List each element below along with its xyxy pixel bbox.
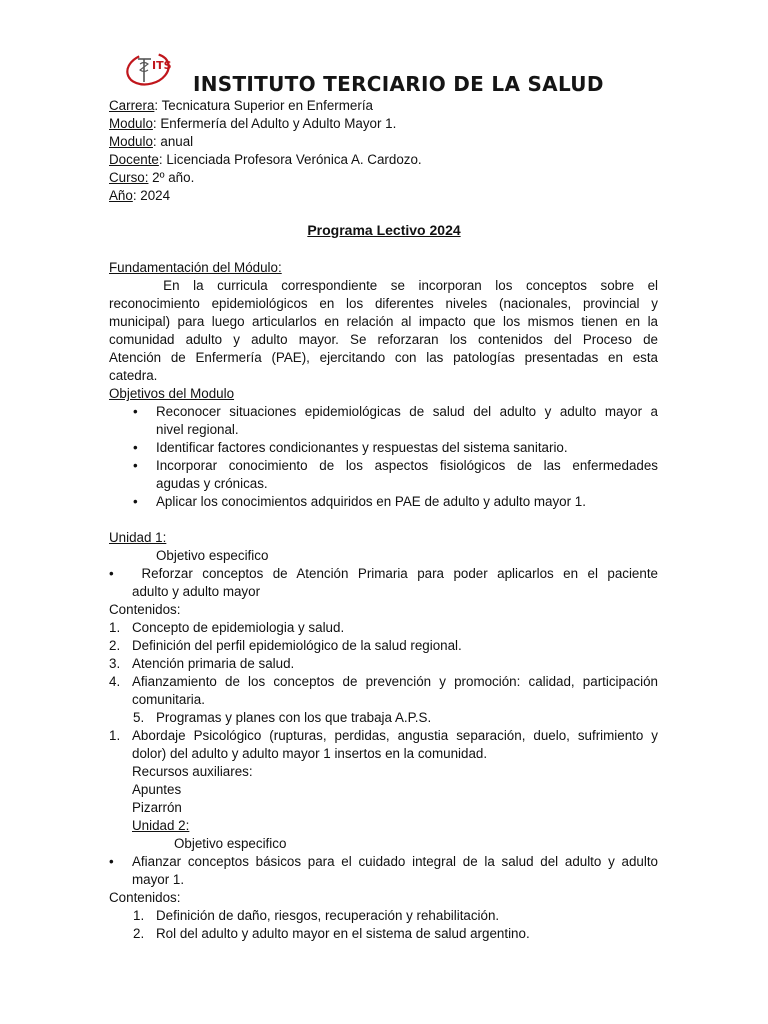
meta-value: Enfermería del Adulto y Adulto Mayor 1.	[156, 116, 397, 131]
list-item-text: Definición del perfil epidemiológico de la salud regional.	[132, 638, 462, 653]
list-number: 1.	[109, 728, 121, 743]
list-item-text: Identificar factores condicionantes y respuestas del sistema sanitario.	[156, 440, 568, 455]
list-number: 1.	[109, 620, 121, 635]
meta-sep: :	[132, 188, 137, 203]
meta-value: Tecnicatura Superior en Enfermería	[158, 98, 373, 113]
bullet-icon: •	[109, 566, 114, 581]
meta-row-curso	[109, 169, 669, 187]
program-content	[109, 259, 658, 943]
list-item	[109, 619, 658, 637]
meta-value: Licenciada Profesora Verónica A. Cardozo.	[162, 152, 422, 167]
unidad1-contenidos-label: Contenidos:	[109, 602, 181, 617]
fundamentacion-line: Atención de Enfermería (PAE), ejercitando con las patologías presentadas en esta	[109, 350, 658, 365]
course-metadata	[109, 97, 669, 205]
fundamentacion-line: municipal) para luego articularlos en relación al impacto que los mismos tienen en la	[109, 314, 658, 329]
meta-row-docente	[109, 151, 669, 169]
list-item-text: dolor) del adulto y adulto mayor 1 insertos en la comunidad.	[132, 746, 488, 761]
list-item-text: Afianzamiento de los conceptos de prevención y promoción: calidad, participación	[132, 674, 658, 689]
institute-title: INSTITUTO TERCIARIO DE LA SALUD	[193, 72, 604, 96]
list-number: 5.	[133, 710, 145, 725]
list-number: 3.	[109, 656, 121, 671]
list-number: 4.	[109, 674, 121, 689]
program-title: Programa Lectivo 2024	[307, 222, 461, 238]
list-item-text: Rol del adulto y adulto mayor en el sistema de salud argentino.	[156, 926, 530, 941]
meta-value: 2º año.	[148, 170, 195, 185]
meta-sep: :	[152, 116, 157, 131]
list-item-text: nivel regional.	[156, 422, 239, 437]
list-item	[109, 655, 658, 673]
meta-label: Modulo	[109, 134, 153, 149]
meta-row-anio	[109, 187, 669, 205]
list-item	[109, 637, 658, 655]
list-number: 2.	[109, 638, 121, 653]
list-item-text: Definición de daño, riesgos, recuperación y rehabilitación.	[156, 908, 500, 923]
objetivos-heading: Objetivos del Modulo	[109, 386, 235, 401]
list-item	[109, 727, 658, 835]
unidad2-objetivo-label: Objetivo especifico	[174, 836, 287, 851]
list-item-text: agudas y crónicas.	[156, 476, 268, 491]
meta-row-modulo-duracion	[109, 133, 669, 151]
list-item-text: Reconocer situaciones epidemiológicas de salud del adulto y adulto mayor a	[156, 404, 658, 419]
list-number: 2.	[133, 926, 145, 941]
recurso-item: Apuntes	[132, 782, 182, 797]
meta-value: 2024	[136, 188, 171, 203]
fundamentacion-heading: Fundamentación del Módulo:	[109, 260, 282, 275]
bullet-icon: •	[133, 494, 138, 509]
list-item	[109, 403, 658, 439]
meta-sep: :	[154, 98, 159, 113]
meta-row-modulo	[109, 115, 669, 133]
fundamentacion-line: comunidad adulto y adulto mayor. Se reforzaran los contenidos del Proceso de	[109, 332, 658, 347]
meta-label: Carrera	[109, 98, 155, 113]
list-item	[109, 493, 658, 511]
bullet-icon: •	[133, 404, 138, 419]
meta-sep: :	[152, 134, 157, 149]
logo-text: ITS	[152, 59, 172, 72]
unidad2-contenidos-label: Contenidos:	[109, 890, 181, 905]
bullet-icon: •	[133, 458, 138, 473]
list-item-text: adulto y adulto mayor	[132, 584, 261, 599]
meta-label: Año	[109, 188, 133, 203]
unidad1-heading: Unidad 1:	[109, 530, 167, 545]
meta-value: anual	[156, 134, 194, 149]
list-number: 1.	[133, 908, 145, 923]
list-item-text: Afianzar conceptos básicos para el cuidado integral de la salud del adulto y adulto	[132, 854, 658, 869]
fundamentacion-line: En la curricula correspondiente se incorporan los conceptos sobre el	[109, 278, 658, 293]
list-item-text: Aplicar los conocimientos adquiridos en PAE de adulto y adulto mayor 1.	[156, 494, 586, 509]
list-item-text: Reforzar conceptos de Atención Primaria para poder aplicarlos en el paciente	[132, 566, 658, 581]
fundamentacion-line: catedra.	[109, 368, 158, 383]
list-item-text: Abordaje Psicológico (rupturas, perdidas, angustia separación, duelo, sufrimiento y	[132, 728, 658, 743]
list-item	[109, 907, 658, 925]
bullet-icon: •	[109, 854, 114, 869]
list-item	[109, 925, 658, 943]
list-item-text: Programas y planes con los que trabaja A.P.S.	[156, 710, 432, 725]
list-item-text: comunitaria.	[132, 692, 205, 707]
list-item-text: Atención primaria de salud.	[132, 656, 295, 671]
list-item-text: Concepto de epidemiologia y salud.	[132, 620, 345, 635]
list-item-text: mayor 1.	[132, 872, 185, 887]
list-item	[109, 853, 658, 889]
fundamentacion-line: reconocimiento epidemiológicos en los diferentes niveles (nacionales, provincial y	[109, 296, 658, 311]
unidad2-heading: Unidad 2:	[132, 818, 190, 833]
its-logo	[124, 48, 176, 88]
meta-row-carrera	[109, 97, 669, 115]
unidad1-objetivo-label: Objetivo especifico	[156, 548, 269, 563]
meta-label: Curso:	[109, 170, 149, 185]
recursos-label: Recursos auxiliares:	[132, 764, 253, 779]
list-item	[109, 439, 658, 457]
meta-label: Docente	[109, 152, 159, 167]
list-item-text: Incorporar conocimiento de los aspectos fisiológicos de las enfermedades	[156, 458, 658, 473]
logo-icon	[124, 48, 176, 88]
bullet-icon: •	[133, 440, 138, 455]
meta-sep: :	[158, 152, 163, 167]
meta-label: Modulo	[109, 116, 153, 131]
list-item	[109, 565, 658, 601]
recurso-item: Pizarrón	[132, 800, 182, 815]
list-item	[109, 709, 658, 727]
list-item	[109, 673, 658, 709]
list-item	[109, 457, 658, 493]
